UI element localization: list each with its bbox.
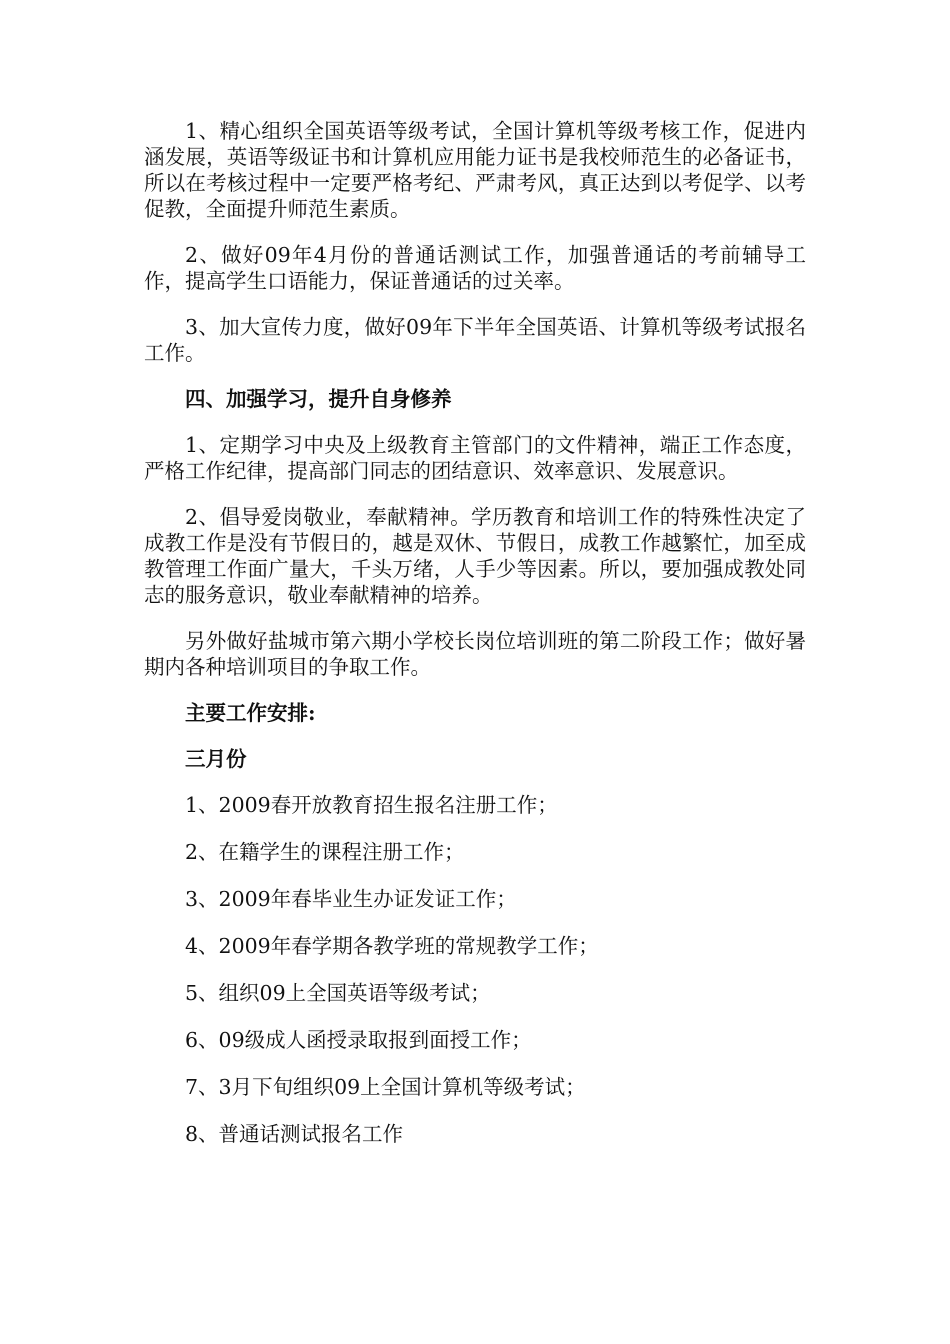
list-item: 8、普通话测试报名工作 [185,1122,404,1146]
section-heading-study: 四、加强学习，提升自身修养 [185,387,452,411]
paragraph-english-computer-exams: 1、精心组织全国英语等级考试，全国计算机等级考核工作，促进内涵发展，英语等级证书和计算机应用能力证书是我校师范生的必备证书，所以在考核过程中一定要严格考纪、严肃考风，真正达到以考促学、以考促教，全面提升师范生素质。 [144,119,806,221]
paragraph-dedication: 2、倡导爱岗敬业，奉献精神。学历教育和培训工作的特殊性决定了成教工作是没有节假日的，越是双休、节假日，成教工作越繁忙，加至成教管理工作面广量大，千头万绪，人手少等因素。所以，要加强成教处同志的服务意识，敬业奉献精神的培养。 [144,505,806,607]
list-item: 4、2009年春学期各教学班的常规教学工作； [185,934,599,958]
list-item: 6、09级成人函授录取报到面授工作； [185,1028,532,1052]
list-item: 2、在籍学生的课程注册工作； [185,840,465,864]
list-item: 1、2009春开放教育招生报名注册工作； [185,793,558,817]
paragraph-publicity: 3、加大宣传力度，做好09年下半年全国英语、计算机等级考试报名工作。 [144,315,806,365]
list-item: 7、3月下旬组织09上全国计算机等级考试； [185,1075,586,1099]
list-item: 3、2009年春毕业生办证发证工作； [185,887,517,911]
paragraph-regular-study: 1、定期学习中央及上级教育主管部门的文件精神，端正工作态度，严格工作纪律，提高部门同志的团结意识、效率意识、发展意识。 [144,433,806,483]
month-heading-march: 三月份 [185,747,247,771]
list-item: 5、组织09上全国英语等级考试； [185,981,491,1005]
paragraph-putonghua-test: 2、做好09年4月份的普通话测试工作，加强普通话的考前辅导工作，提高学生口语能力，保证普通话的过关率。 [144,243,806,293]
paragraph-principal-training: 另外做好盐城市第六期小学校长岗位培训班的第二阶段工作；做好暑期内各种培训项目的争取工作。 [144,629,806,679]
schedule-heading: 主要工作安排: [185,701,316,725]
document-page [144,118,806,1168]
